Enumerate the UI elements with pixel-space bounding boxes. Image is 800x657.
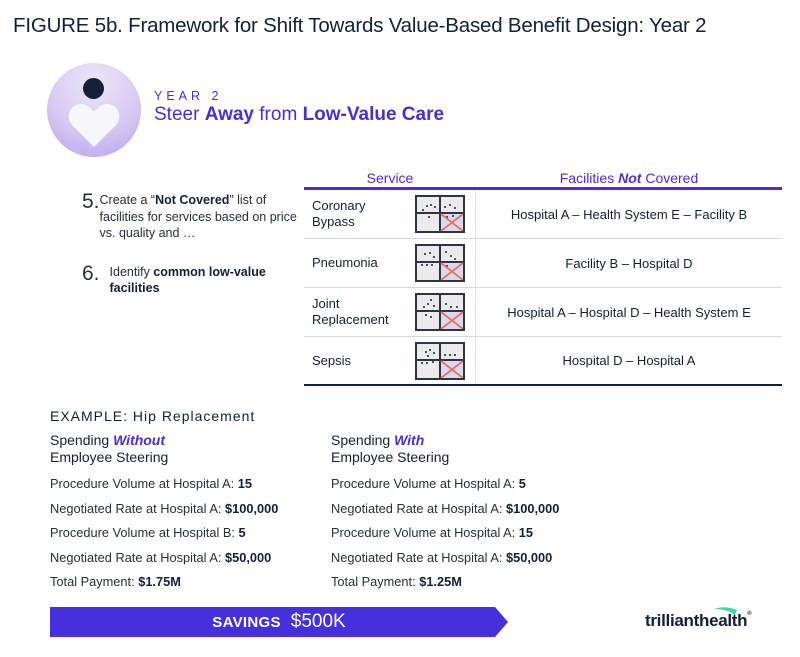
savings-value: $500K [290,611,346,632]
total-payment: Total Payment: $1.75M [50,574,181,589]
example-line: Negotiated Rate at Hospital A: $50,000 [50,549,272,565]
example-line: Procedure Volume at Hospital A: 15 [331,525,534,540]
example-line: Negotiated Rate at Hospital A: $50,000 [331,549,553,565]
quadrant-scatter-icon [415,244,465,282]
title-emphasis: Away [204,104,254,125]
figure-title: FIGURE 5b. Framework for Shift Towards Value-Based Benefit Design: Year 2 [13,14,707,37]
year-label: YEAR 2 [154,89,223,103]
step-5 [82,192,302,242]
hero-title [154,104,444,126]
example-line: Procedure Volume at Hospital B: 5 [50,525,246,540]
column-title: Spending Without Employee Steering [50,432,169,465]
total-payment: Total Payment: $1.25M [331,574,462,589]
column-title: Spending With Employee Steering [331,432,450,465]
step-6 [82,261,302,297]
heart-icon [68,103,120,147]
savings-banner [50,607,508,637]
service-name: Pneumonia [312,255,378,270]
head-dot [83,78,104,99]
spending-with-steering [331,432,601,595]
quadrant-scatter-icon [415,342,465,380]
header-facilities: Facilities Not Covered [559,170,699,186]
table-row [304,288,782,337]
table-row [304,239,782,288]
example-label: EXAMPLE: Hip Replacement [50,408,256,424]
step-text: Identify common low-value facilities [109,264,266,295]
table-row [304,190,782,239]
facilities-not-covered: Facility B – Hospital D [565,255,693,271]
quadrant-scatter-icon [415,293,465,331]
step-number: 5. [82,190,100,213]
table-row [304,337,782,386]
example-line: Negotiated Rate at Hospital A: $100,000 [50,500,279,516]
table-header [304,170,782,190]
step-number: 6. [82,261,100,285]
person-heart-icon [47,63,141,157]
header-service: Service [366,170,414,186]
not-covered-table [304,170,782,386]
title-part: from [254,104,303,125]
title-emphasis: Low-Value Care [302,104,445,125]
example-line: Procedure Volume at Hospital A: 5 [331,476,526,491]
service-name: Coronary Bypass [312,198,366,229]
steps-list [82,192,302,319]
facilities-not-covered: Hospital A – Health System E – Facility B [510,206,748,222]
logo-swoosh-icon [713,606,739,616]
example-line: Procedure Volume at Hospital A: 15 [50,476,253,491]
step-text: Create a “Not Covered” list of facilities for services based on price vs. quality and … [99,193,297,240]
trilliant-health-logo: trillianthealth® [645,611,751,631]
savings-label: SAVINGS [212,613,281,631]
service-name: Joint Replacement [312,296,389,327]
service-name: Sepsis [312,352,352,368]
example-line: Negotiated Rate at Hospital A: $100,000 [331,500,560,516]
facilities-not-covered: Hospital A – Hospital D – Health System E [507,304,751,320]
spending-without-steering [50,432,320,595]
facilities-not-covered: Hospital D – Hospital A [562,353,696,368]
title-part: Steer [154,104,205,125]
quadrant-scatter-icon [415,195,465,233]
